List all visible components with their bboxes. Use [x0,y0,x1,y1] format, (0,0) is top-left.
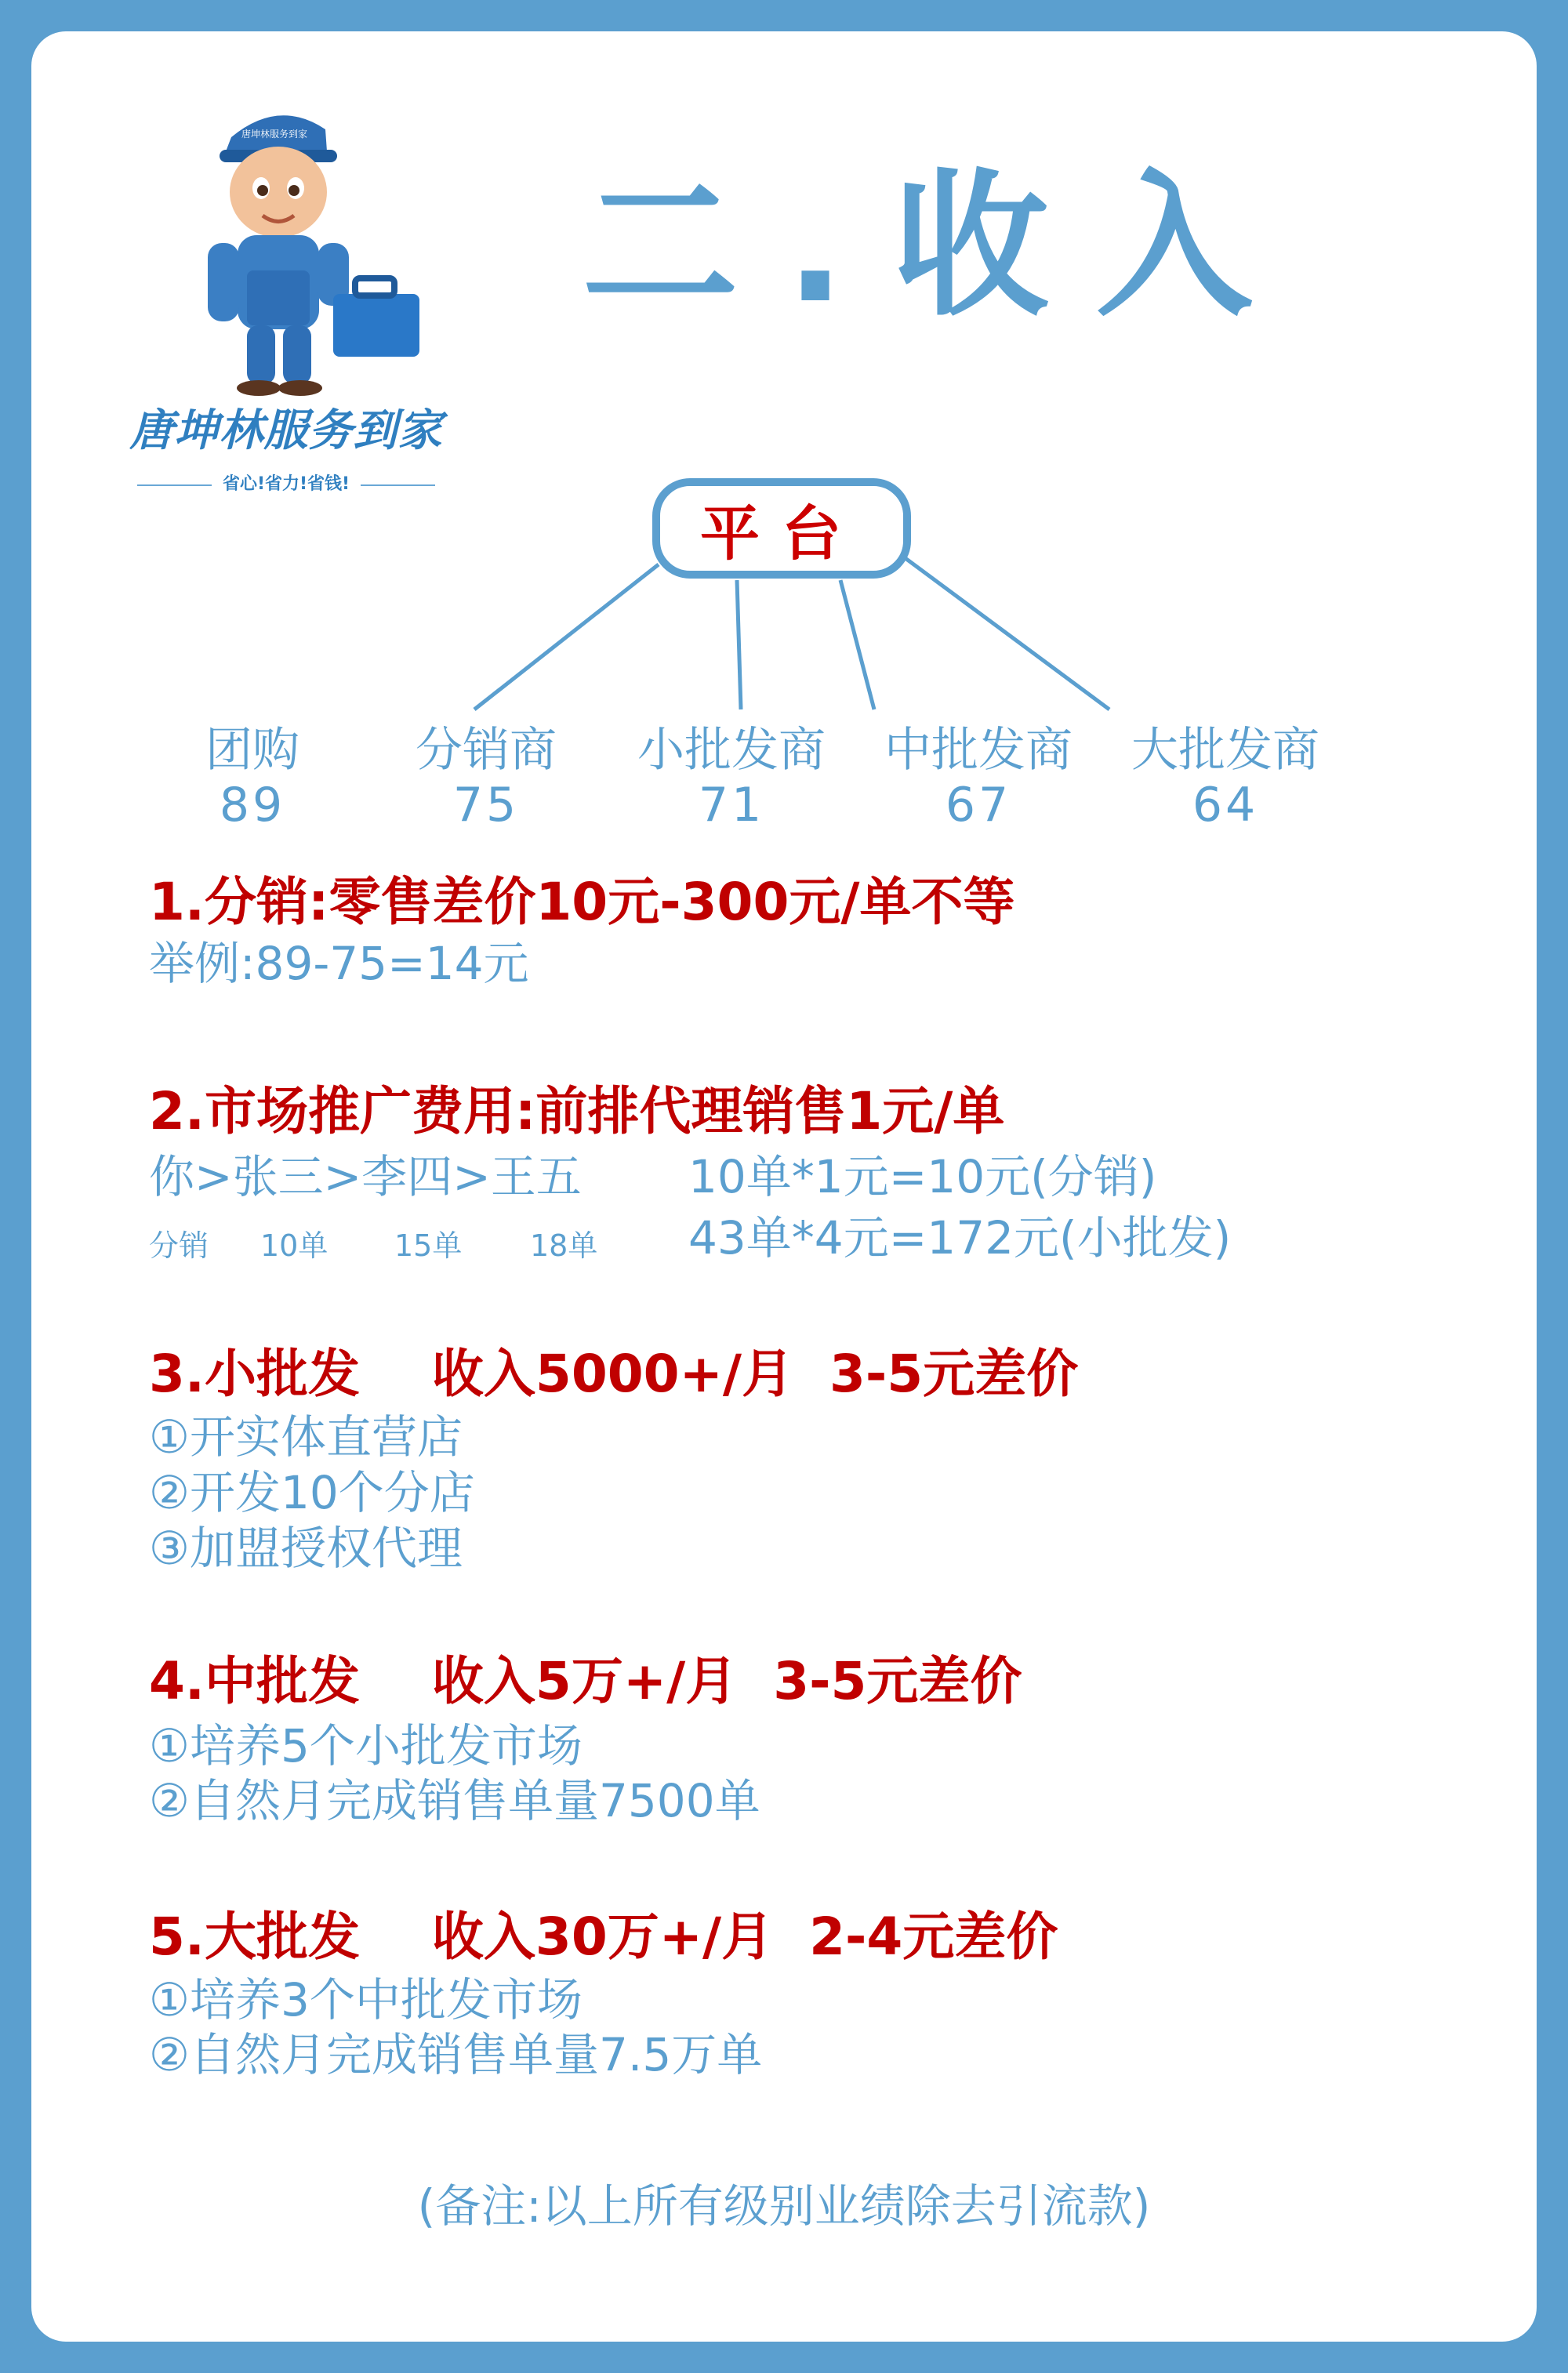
tier-medium-wholesaler [861,721,1096,831]
chain-label: 15单 [394,1228,463,1263]
tier-large-wholesaler [1108,721,1343,831]
tier-name: 分销商 [416,723,557,778]
tier-group-buy [135,721,370,831]
section-5-line: ①培养3个中批发市场 [149,1973,583,2026]
tier-name: 大批发商 [1131,723,1319,778]
page-title: 二.收入 [582,155,1300,338]
section-4-heading: 4.中批发 收入5万+/月 3-5元差价 [149,1651,1022,1711]
tier-price: 64 [1192,778,1259,833]
brand-slogan: 省心!省力!省钱! [222,474,350,494]
platform-box: 平台 [652,478,911,579]
section-3-line: ③加盟授权代理 [149,1522,463,1575]
tier-name: 团购 [205,723,299,778]
tier-distributor [368,721,604,831]
chain-label: 18单 [530,1228,598,1263]
section-3-heading: 3.小批发 收入5000+/月 3-5元差价 [149,1344,1079,1404]
section-4-line: ①培养5个小批发市场 [149,1719,583,1772]
tier-price: 75 [452,778,520,833]
brand-name: 唐坤林服务到家 [129,405,443,456]
section-3-line: ①开实体直营店 [149,1410,463,1464]
tier-name: 小批发商 [637,723,826,778]
section-5-heading: 5.大批发 收入30万+/月 2-4元差价 [149,1907,1058,1967]
platform-tree-lines [31,31,1537,815]
chain-label: 10单 [260,1228,328,1263]
tier-price: 67 [945,778,1012,833]
section-2-chain: 你>张三>李四>王五 [149,1150,582,1203]
cap-text: 唐坤林服务到家 [241,129,308,140]
tier-price: 89 [219,778,286,833]
section-3-line: ②开发10个分店 [149,1466,475,1519]
tier-small-wholesaler [614,721,849,831]
tier-name: 中批发商 [884,723,1073,778]
section-2-calc: 43单*4元=172元(小批发) [688,1211,1232,1265]
section-4-line: ②自然月完成销售单量7500单 [149,1774,760,1827]
section-2-heading: 2.市场推广费用:前排代理销售1元/单 [149,1081,1005,1141]
footnote: (备注:以上所有级别业绩除去引流款) [417,2179,1151,2233]
tier-price: 71 [698,778,765,833]
poster-card [31,31,1537,2342]
section-1-heading: 1.分销:零售差价10元-300元/单不等 [149,872,1015,932]
section-2-calc: 10单*1元=10元(分销) [688,1150,1157,1203]
section-5-line: ②自然月完成销售单量7.5万单 [149,2028,763,2081]
chain-label: 分销 [149,1228,209,1263]
section-1-line: 举例:89-75=14元 [149,937,529,990]
